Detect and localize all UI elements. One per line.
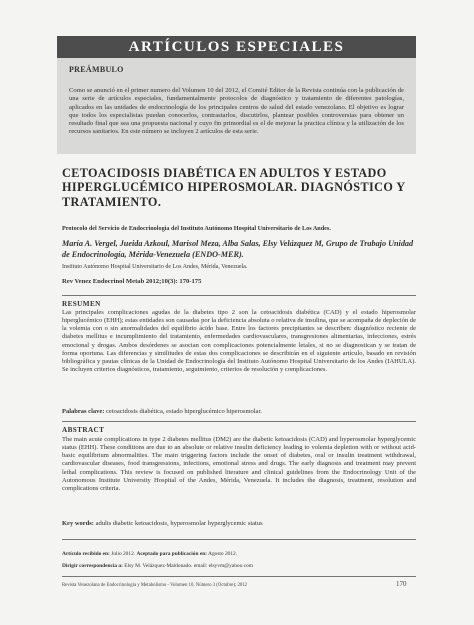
resumen-heading: RESUMEN xyxy=(62,300,101,308)
correspondence-label: Dirigir correspondencia a: xyxy=(62,563,123,569)
resumen-text: Las principales complicaciones agudas de la diabetes tipo 2 son la cetoacidosis diabética (CAD) y el estado hiperosmolar hiperglucémico (EHH); estas entidades son causadas por la deficiencia absoluta o relativa de insulina, que se acompaña de depleción de la volemia con o sin anormalidades del equilibrio ácido base. Entre los factores precipitantes se describen: diagnóstico reciente de diabetes mellitus e incumplimiento del tratamiento, enfermedades cardiovasculares, transgresiones alimentarias, infecciones, estrés emocional y drogas. Ambos desórdenes se asocian con complicaciones potencialmente letales, si no se diagnostican y se tratan de forma oportuna. Las diferencias y similitudes de estas dos complicaciones se describirán en el siguiente artículo, basado en revisión bibliográfica y pautas clínicas de la Unidad de Endocrinología del Instituto Autónomo Hospital Universitario de los Andes (IAHULA). Se incluyen criterios diagnósticos, tratamiento, seguimiento, criterios de resolución y complicaciones. xyxy=(62,309,416,374)
correspondence-value: Elsy M. Velázquez-Maldonado. email: elsyvm@yahoo.com xyxy=(122,563,253,569)
page-number: 170 xyxy=(396,580,407,588)
correspondence-note xyxy=(62,563,416,569)
section-banner: ARTÍCULOS ESPECIALES xyxy=(57,36,416,58)
abstract-keywords xyxy=(62,520,416,527)
received-note xyxy=(62,551,416,557)
preamble-heading: PREÁMBULO xyxy=(69,65,124,74)
accepted-value: Agosto 2012. xyxy=(207,551,238,557)
journal-footer: Revista Venezolana de Endocrinología y Metabolismo - Volumen 10, Número 3 (Octubre); 2012 xyxy=(62,583,248,588)
abstract-text: The main acute complications in type 2 diabetes mellitus (DM2) are the diabetic ketoacidosis (CAD) and hyperosmolar hyperglycemic status (EHH). These conditions are due to an absolute or relative insulin deficiency leading to volemia depletion with or without acid-basic equilibrium abnormalities. The main triggering factors include the onset of diabetes, oral or insulin treatment withdrawal, cardiovascular diseases, food transgressions, infections, emotional stress and drugs. The early diagnosis and treatment may prevent lethal complications. This review is focused on published literature and clinical guidelines from the Endocrinology Unit of the Autonomous Institute University Hospital of the Andes, Mérida, Venezuela. It includes the diagnosis, treatment, resolution and complications criteria. xyxy=(62,436,416,492)
keywords-label: Key words: xyxy=(62,520,94,527)
divider xyxy=(62,576,416,577)
divider xyxy=(62,421,416,422)
keywords-value: cetoacidosis diabética, estado hiperglucémico hiperosmolar. xyxy=(104,408,262,415)
protocol-line: Protocolo del Servicio de Endocrinología del Instituto Autónomo Hospital Universitario de Los Andes. xyxy=(62,225,331,232)
citation: Rev Venez Endocrinol Metab 2012;10(3): 170-175 xyxy=(62,278,202,285)
received-value: Julio 2012. xyxy=(109,551,137,557)
affiliation: Instituto Autónomo Hospital Universitario de Los Andes, Mérida, Venezuela. xyxy=(62,264,248,270)
keywords-label: Palabras clave: xyxy=(62,408,105,415)
article-title: CETOACIDOSIS DIABÉTICA EN ADULTOS Y ESTADO HIPERGLUCÉMICO HIPEROSMOLAR. DIAGNÓSTICO Y TRATAMIENTO. xyxy=(62,166,405,209)
accepted-label: Aceptado para publicación en: xyxy=(136,551,207,557)
preamble-text: Como se anunció en el primer numero del Volumen 10 del 2012, el Comité Editor de la Revista continúa con la publicación de una serie de artículos especiales, fundamentalmente protocolos de diagnóstico y tratamiento de diferentes patologías, aplicados en las unidades de endocrinología de los principales centros de salud del estado venezolano. El objetivo es lograr que todos los especialistas puedan conocerlos, contrastarlos, discutirlos, plantear posibles controversias para obtener un resultado final que sea una propuesta nacional y cuyo fin primordial es el de mejorar la practica clínica y la utilización de los recursos sanitarios. En este número se incluyen 2 artículos de esta serie. xyxy=(69,87,404,136)
divider xyxy=(62,539,416,540)
preamble-box xyxy=(57,58,416,154)
author-list: María A. Vergel, Jueida Azkoul, Marisol Meza, Alba Salas, Elsy Velázquez M, Grupo de Trabajo Unidad de Endocrinología, Mérida-Venezuela (ENDO-MER). xyxy=(62,239,414,259)
received-label: Artículo recibido en: xyxy=(62,551,110,557)
divider xyxy=(62,295,416,296)
resumen-keywords xyxy=(62,408,416,415)
keywords-value: adults diabetic ketoacidosis, hyperosmolar hyperglycemic status xyxy=(93,520,263,527)
abstract-heading: ABSTRACT xyxy=(62,426,105,434)
